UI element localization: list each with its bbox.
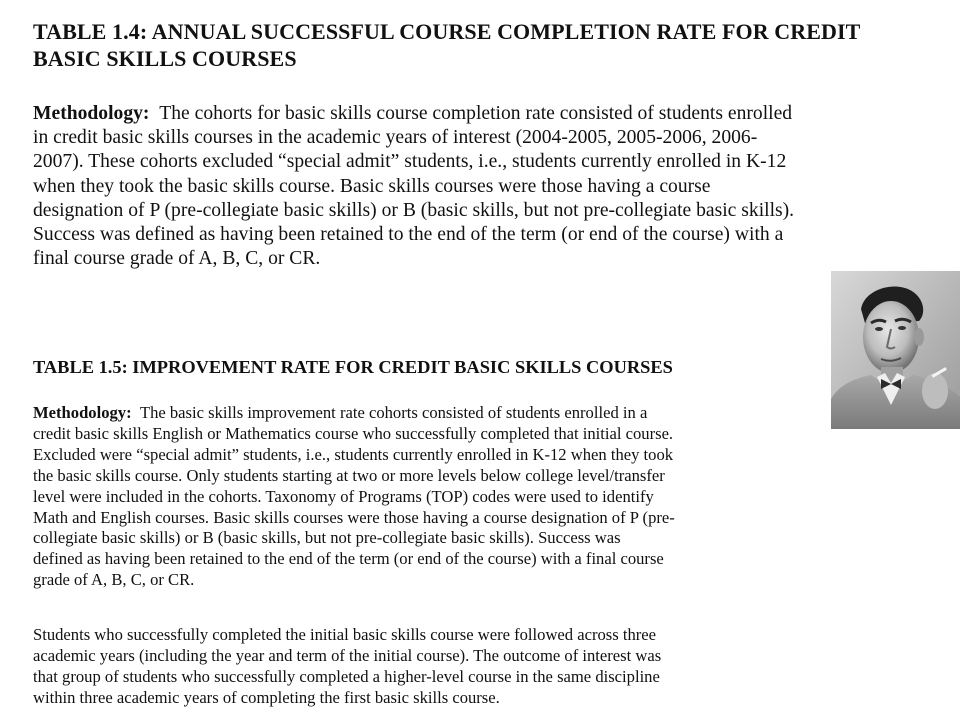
methodology-line: collegiate basic skills) or B (basic skills, but not pre-collegiate basic skills). Success was — [33, 528, 621, 548]
methodology-line: final course grade of A, B, C, or CR. — [33, 248, 321, 270]
followup-line: academic years (including the year and term of the initial course). The outcome of interest was — [33, 645, 662, 665]
methodology-text: The cohorts for basic skills course completion rate consisted of students enrolled — [159, 103, 793, 124]
methodology-line: level were included in the cohorts. Taxonomy of Programs (TOP) codes were used to identify — [33, 486, 654, 506]
methodology-line: the basic skills course. Only students starting at two or more levels below college level/transfer — [33, 465, 665, 485]
methodology-line: when they took the basic skills course. Basic skills courses were those having a course — [33, 175, 711, 197]
methodology-line: in credit basic skills courses in the academic years of interest (2004-2005, 2005-2006, 2006- — [33, 127, 758, 149]
methodology-line: designation of P (pre-collegiate basic skills) or B (basic skills, but not pre-collegiate basic skills). — [33, 199, 795, 221]
methodology-first-line — [33, 403, 853, 424]
table-1-5-followup — [33, 625, 853, 709]
table-1-5-methodology — [33, 403, 853, 591]
table-1-4-methodology — [33, 102, 948, 271]
table-1-4-title-line: TABLE 1.4: ANNUAL SUCCESSFUL COURSE COMPLETION RATE FOR CREDIT — [33, 19, 861, 44]
methodology-text: The basic skills improvement rate cohorts consisted of students enrolled in a — [139, 403, 648, 422]
table-1-4-title — [33, 18, 933, 72]
followup-line: Students who successfully completed the initial basic skills course were followed across three — [33, 625, 657, 644]
methodology-line: Excluded were “special admit” students, i.e., students currently enrolled in K-12 when they took — [33, 444, 674, 464]
methodology-line: grade of A, B, C, or CR. — [33, 570, 195, 590]
table-1-5-title: TABLE 1.5: IMPROVEMENT RATE FOR CREDIT BASIC SKILLS COURSES — [33, 357, 673, 377]
methodology-line: Math and English courses. Basic skills courses were those having a course designation of P (pre- — [33, 507, 675, 527]
methodology-first-line — [33, 102, 948, 126]
methodology-line: credit basic skills English or Mathematics course who successfully completed that initial course. — [33, 423, 674, 443]
methodology-line: Success was defined as having been retained to the end of the term (or end of the course) with a — [33, 224, 784, 246]
methodology-label: Methodology: — [33, 403, 132, 422]
followup-line: within three academic years of completing the first basic skills course. — [33, 687, 500, 707]
methodology-line: 2007). These cohorts excluded “special admit” students, i.e., students currently enrolled in K-12 — [33, 151, 787, 173]
methodology-label: Methodology: — [33, 103, 150, 124]
followup-line: that group of students who successfully completed a higher-level course in the same discipline — [33, 666, 660, 686]
methodology-line: defined as having been retained to the end of the term (or end of the course) with a final course — [33, 549, 664, 569]
table-1-4-title-line: BASIC SKILLS COURSES — [33, 46, 297, 71]
